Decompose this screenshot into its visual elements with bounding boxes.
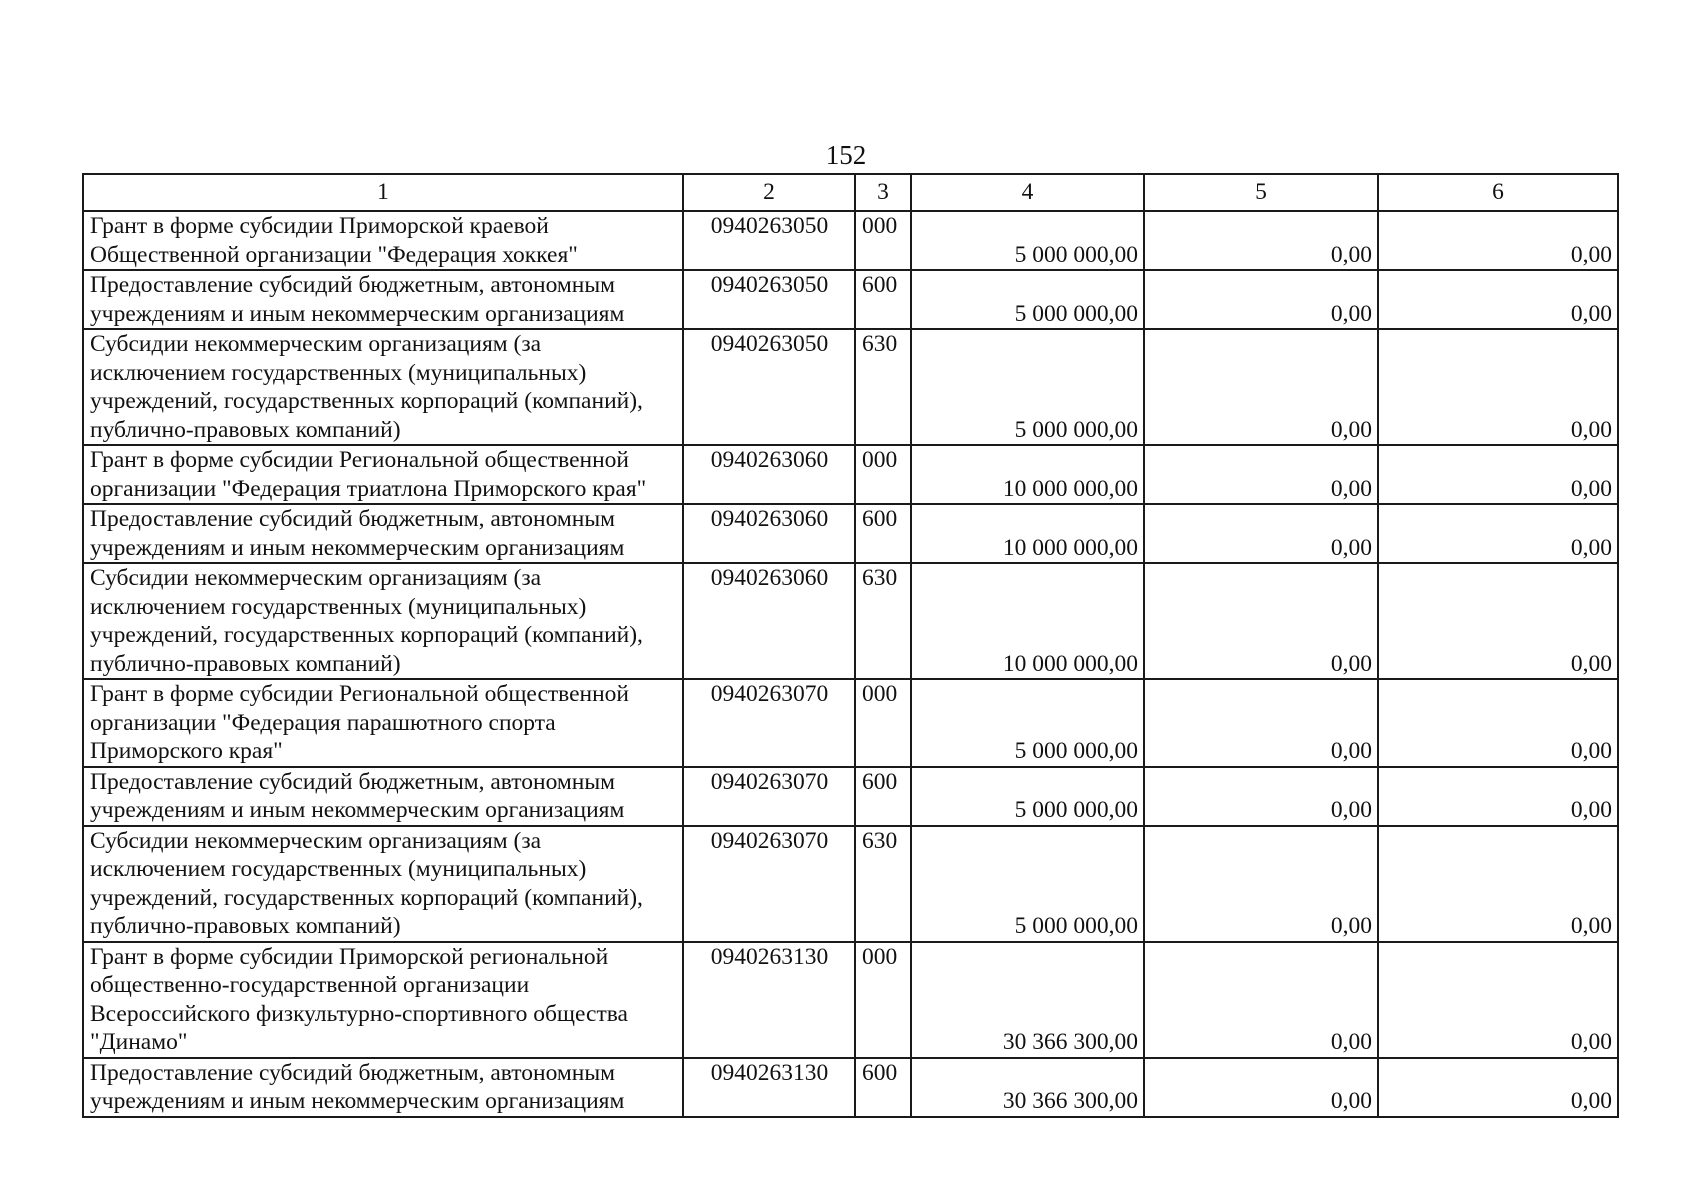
row-value-6: 0,00 — [1378, 679, 1618, 767]
row-code: 0940263070 — [683, 679, 855, 767]
row-value-6: 0,00 — [1378, 1058, 1618, 1117]
budget-table — [82, 173, 1619, 1118]
row-code: 0940263060 — [683, 445, 855, 504]
header-col-2: 2 — [683, 174, 855, 211]
row-value-5: 0,00 — [1144, 942, 1378, 1058]
table-row — [83, 270, 1618, 329]
row-expense-type: 000 — [855, 679, 911, 767]
row-expense-type: 000 — [855, 445, 911, 504]
row-value-4: 10 000 000,00 — [911, 445, 1144, 504]
row-name: Грант в форме субсидии Приморской региональной общественно-государственной организации Всероссийского физкультурно-спортивного общества "Динамо" — [83, 942, 683, 1058]
row-value-4: 30 366 300,00 — [911, 942, 1144, 1058]
row-value-6: 0,00 — [1378, 942, 1618, 1058]
row-value-6: 0,00 — [1378, 270, 1618, 329]
row-value-5: 0,00 — [1144, 329, 1378, 445]
row-expense-type: 630 — [855, 826, 911, 942]
page-number: 152 — [825, 140, 867, 170]
row-name: Грант в форме субсидии Региональной общественной организации "Федерация парашютного спорта Приморского края" — [83, 679, 683, 767]
row-name: Грант в форме субсидии Приморской краевой Общественной организации "Федерация хоккея" — [83, 211, 683, 270]
table-row — [83, 767, 1618, 826]
row-value-4: 10 000 000,00 — [911, 563, 1144, 679]
table-row — [83, 679, 1618, 767]
row-value-4: 10 000 000,00 — [911, 504, 1144, 563]
row-value-5: 0,00 — [1144, 270, 1378, 329]
row-value-4: 5 000 000,00 — [911, 679, 1144, 767]
row-value-5: 0,00 — [1144, 679, 1378, 767]
row-code: 0940263050 — [683, 329, 855, 445]
row-value-5: 0,00 — [1144, 211, 1378, 270]
row-expense-type: 600 — [855, 270, 911, 329]
table-row — [83, 1058, 1618, 1117]
row-expense-type: 630 — [855, 563, 911, 679]
row-expense-type: 000 — [855, 211, 911, 270]
row-name: Грант в форме субсидии Региональной общественной организации "Федерация триатлона Приморского края" — [83, 445, 683, 504]
row-value-6: 0,00 — [1378, 563, 1618, 679]
header-col-6: 6 — [1378, 174, 1618, 211]
row-name: Субсидии некоммерческим организациям (за исключением государственных (муниципальных) учреждений, государственных корпораций (компаний), публично-правовых компаний) — [83, 563, 683, 679]
row-code: 0940263070 — [683, 826, 855, 942]
row-value-4: 5 000 000,00 — [911, 767, 1144, 826]
header-col-4: 4 — [911, 174, 1144, 211]
row-expense-type: 630 — [855, 329, 911, 445]
row-name: Субсидии некоммерческим организациям (за исключением государственных (муниципальных) учреждений, государственных корпораций (компаний), публично-правовых компаний) — [83, 329, 683, 445]
row-value-4: 5 000 000,00 — [911, 826, 1144, 942]
table-row — [83, 504, 1618, 563]
row-code: 0940263060 — [683, 504, 855, 563]
row-value-6: 0,00 — [1378, 329, 1618, 445]
table-row — [83, 826, 1618, 942]
row-value-6: 0,00 — [1378, 767, 1618, 826]
table-header-row — [83, 174, 1618, 211]
row-value-6: 0,00 — [1378, 445, 1618, 504]
row-name: Субсидии некоммерческим организациям (за исключением государственных (муниципальных) учреждений, государственных корпораций (компаний), публично-правовых компаний) — [83, 826, 683, 942]
row-name: Предоставление субсидий бюджетным, автономным учреждениям и иным некоммерческим организациям — [83, 767, 683, 826]
row-expense-type: 600 — [855, 504, 911, 563]
row-expense-type: 000 — [855, 942, 911, 1058]
row-code: 0940263050 — [683, 270, 855, 329]
row-value-6: 0,00 — [1378, 211, 1618, 270]
row-expense-type: 600 — [855, 767, 911, 826]
row-name: Предоставление субсидий бюджетным, автономным учреждениям и иным некоммерческим организациям — [83, 270, 683, 329]
row-code: 0940263130 — [683, 1058, 855, 1117]
header-col-5: 5 — [1144, 174, 1378, 211]
row-code: 0940263060 — [683, 563, 855, 679]
row-code: 0940263130 — [683, 942, 855, 1058]
row-value-5: 0,00 — [1144, 826, 1378, 942]
row-value-4: 30 366 300,00 — [911, 1058, 1144, 1117]
table-row — [83, 942, 1618, 1058]
table-row — [83, 445, 1618, 504]
row-value-5: 0,00 — [1144, 445, 1378, 504]
header-col-1: 1 — [83, 174, 683, 211]
row-value-4: 5 000 000,00 — [911, 270, 1144, 329]
row-name: Предоставление субсидий бюджетным, автономным учреждениям и иным некоммерческим организациям — [83, 504, 683, 563]
row-value-6: 0,00 — [1378, 504, 1618, 563]
header-col-3: 3 — [855, 174, 911, 211]
row-code: 0940263070 — [683, 767, 855, 826]
row-value-5: 0,00 — [1144, 563, 1378, 679]
table-row — [83, 563, 1618, 679]
row-name: Предоставление субсидий бюджетным, автономным учреждениям и иным некоммерческим организациям — [83, 1058, 683, 1117]
row-value-6: 0,00 — [1378, 826, 1618, 942]
table-row — [83, 329, 1618, 445]
row-value-5: 0,00 — [1144, 504, 1378, 563]
row-value-4: 5 000 000,00 — [911, 211, 1144, 270]
row-code: 0940263050 — [683, 211, 855, 270]
row-value-5: 0,00 — [1144, 767, 1378, 826]
row-value-4: 5 000 000,00 — [911, 329, 1144, 445]
row-expense-type: 600 — [855, 1058, 911, 1117]
row-value-5: 0,00 — [1144, 1058, 1378, 1117]
table-row — [83, 211, 1618, 270]
